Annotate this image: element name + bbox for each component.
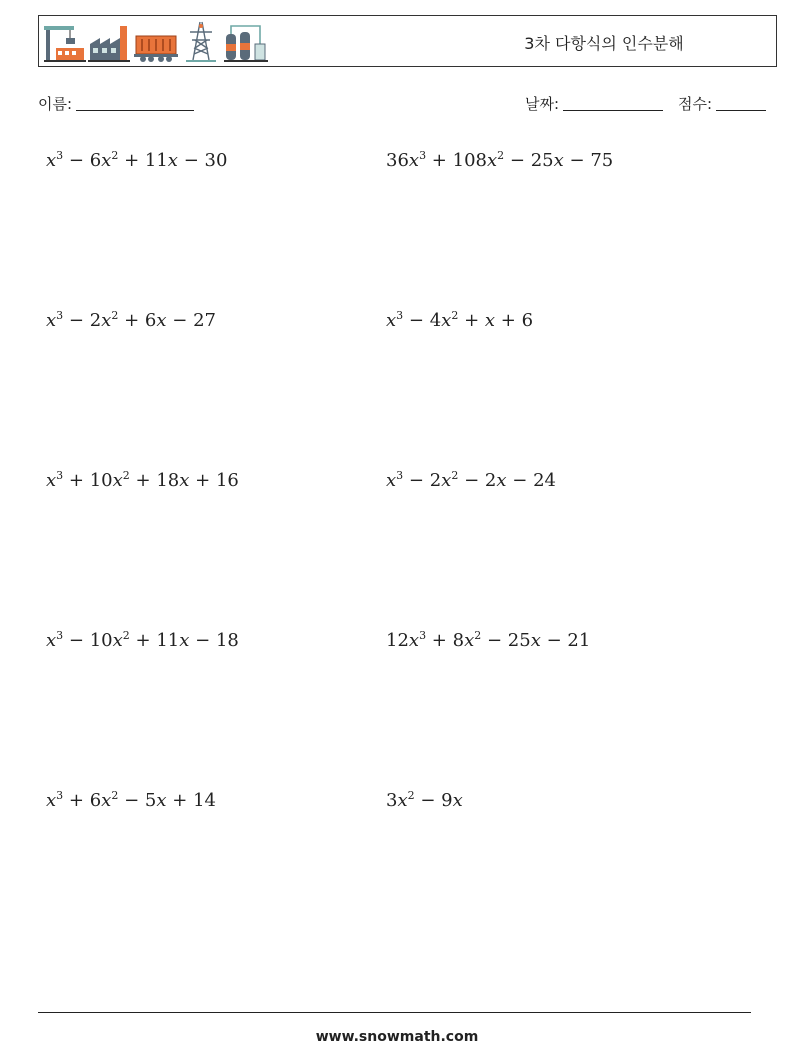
problem-6: $x^3 - 2x^2 - 2x - 24$ xyxy=(386,469,556,491)
footer-divider xyxy=(38,1012,751,1013)
crane-icon xyxy=(44,26,86,62)
worksheet-title: 3차 다항식의 인수분해 xyxy=(524,34,684,53)
problem-3: $x^3 - 2x^2 + 6x - 27$ xyxy=(46,309,216,331)
date-line xyxy=(525,93,663,114)
problem-7: $x^3 - 10x^2 + 11x - 18$ xyxy=(46,629,239,651)
freight-wagon-icon xyxy=(134,36,178,62)
problem-1: $x^3 - 6x^2 + 11x - 30$ xyxy=(46,149,228,171)
problem-10: $3x^2 - 9x$ xyxy=(386,789,463,811)
power-tower-icon xyxy=(186,22,216,62)
header-icons xyxy=(42,18,272,64)
date-blank[interactable] xyxy=(563,96,663,111)
name-blank[interactable] xyxy=(76,96,194,111)
footer-url: www.snowmath.com xyxy=(315,1029,479,1045)
worksheet-header xyxy=(38,15,777,67)
problem-4: $x^3 - 4x^2 + x + 6$ xyxy=(386,309,534,331)
problem-5: $x^3 + 10x^2 + 18x + 16$ xyxy=(46,469,239,491)
date-label: 날짜: xyxy=(525,95,560,113)
gas-tanks-icon xyxy=(224,26,268,62)
problem-8: $12x^3 + 8x^2 - 25x - 21$ xyxy=(386,629,591,651)
score-blank[interactable] xyxy=(716,96,766,111)
name-line xyxy=(38,93,194,114)
problem-2: $36x^3 + 108x^2 - 25x - 75$ xyxy=(386,149,614,171)
problem-9: $x^3 + 6x^2 - 5x + 14$ xyxy=(46,789,216,811)
name-label: 이름: xyxy=(38,95,73,113)
score-label: 점수: xyxy=(678,95,713,113)
score-line xyxy=(678,93,766,114)
factory-icon xyxy=(88,26,130,62)
